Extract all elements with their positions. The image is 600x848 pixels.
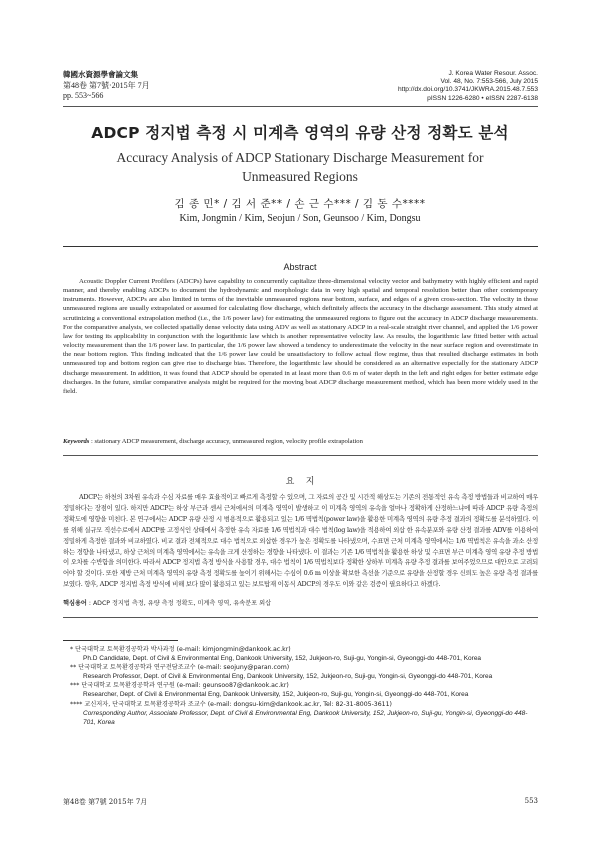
footnote-rule (63, 640, 178, 641)
title-english (80, 148, 520, 186)
footnote-4-en: Corresponding Author, Associate Professor, Dept. of Civil & Environmental Eng, Dankook University, 152, Jukjeon-ro, Suji-gu, Yongin-si, Gyeonggi-do 448-701, Korea (83, 709, 528, 726)
footnote-3 (70, 681, 540, 699)
yoji-body: ADCP는 하천의 3차원 유속과 수심 자료를 매우 효율적이고 빠르게 측정할 수 있으며, 그 자료의 공간 및 시간적 해상도는 기존의 전통적인 유속 측정 방법들과 비교하여 매우 정밀하다는 장점이 있다. 하지만 ADCP는 하상 부근과 센서 근처에서의 미계측 영역이 발생하고 이 미계측 영역의 유속을 얼마나 정확하게 산정하느냐에 따라 ADCP 유량 측정의 정확도에 영향을 미친다. 본 연구에서는 ADCP 유량 산정 시 범용적으로 활용되고 있는 1/6 멱법칙(power law)을 활용한 미계측 영역의 유량 추정 결과의 정확도를 분석하였다. 이를 위해 실규모 직선수로에서 ADCP를 고정식인 상태에서 측정한 유속 자료를 1/6 멱법칙과 대수 법칙(log law)을 적용하여 외삽 한 유속분포와 유량 산정 결과를 ADV를 이용하여 정밀하게 측정한 결과와 비교하였다. 비교 결과 전체적으로 대수 법칙으로 외삽한 경우가 높은 정확도를 나타냈으며, 수표면 근처 미계측 영역에서는 1/6 멱법칙은 유속을 과소 산정하는 경향을 나타냈고, 하상 근처의 미계측 영역에서는 유속을 크게 산정하는 경향을 나타냈다. 이 결과는 기존 1/6 멱법칙을 활용한 하상 및 수표면 부근 미계측 영역 유량 추정 방법이 오차를 수반함을 의미한다. 따라서 ADCP 정지법 측정 방식을 사용할 경우, 대수 법칙이 1/6 멱법칙보다 정확한 상하부 미계측 유량 추정 결과를 보여주었으므로 대안으로 고려되어야 할 것이다. 또한 제방 근처 미계측 영역의 유량 측정 정확도를 높이기 위해서는 수심이 0.6 m 이상을 확보한 측선을 기준으로 유량을 산정할 경우 신뢰도 높은 유량 측정 결과를 보였다. 향후, ADCP 정지법 측정 방식에 비해 보다 많이 활용되고 있는 보트탑재 이동식 ADCP의 경우도 이와 같은 검증이 필요하다고 하겠다. (63, 493, 538, 589)
authors-english: Kim, Jongmin / Kim, Seojun / Son, Geunsoo / Kim, Dongsu (179, 213, 421, 224)
keywords-ko (63, 599, 538, 608)
title-korean: ADCP 정지법 측정 시 미계측 영역의 유량 산정 정확도 분석 (91, 124, 509, 142)
keywords-ko-label: 핵심용어 (63, 600, 87, 607)
title-english-line-2: Unmeasured Regions (242, 169, 358, 184)
footnote-3-ko: *** 단국대학교 토목환경공학과 연구원 (e-mail: geunsoo87@dankook.ac.kr) (70, 682, 289, 690)
yoji-heading: 요 지 (285, 477, 315, 487)
footnote-1-en: Ph.D Candidate, Dept. of Civil & Environmental Eng, Dankook University, 152, Jukjeon-ro, Suji-gu, Yongin-si, Gyeonggi-do 448-701, Korea (83, 655, 482, 663)
doi-link[interactable]: http://dx.doi.org/10.3741/JKWRA.2015.48.7.553 (397, 86, 538, 94)
title-english-line-1: Accuracy Analysis of ADCP Stationary Discharge Measurement for (116, 150, 484, 165)
footnote-2-ko: ** 단국대학교 토목환경공학과 연구전담조교수 (e-mail: seojuny@paran.com) (70, 664, 290, 672)
keywords-label: Keywords (63, 438, 90, 445)
authors-korean: 김 종 민* / 김 서 준** / 손 근 수*** / 김 동 수**** (174, 198, 426, 210)
footnote-3-en: Researcher, Dept. of Civil & Environmental Eng, Dankook University, 152, Jukjeon-ro, Suji-gu, Yongin-si, Gyeonggi-do 448-701, Korea (83, 691, 469, 699)
yoji-bottom-rule (63, 617, 538, 618)
footnote-4-ko: **** 교신저자, 단국대학교 토목환경공학과 조교수 (e-mail: dongsu-kim@dankook.ac.kr, Tel: 82-31-8005-3611) (70, 700, 392, 708)
journal-header-left (63, 70, 150, 102)
keywords-ko-list: : ADCP 정지법 측정, 유량 측정 정확도, 미계측 영역, 유속분포 외삽 (88, 600, 272, 607)
journal-header-right (398, 70, 538, 103)
footer-volume: 第48卷 第7號 2015年 7月 (63, 798, 148, 806)
journal-name-en: J. Korea Water Resour. Assoc. (448, 70, 538, 77)
footnote-2 (70, 663, 540, 681)
volume-ko: 第48卷 第7號·2015年 7月 (63, 80, 150, 90)
page-range: pp. 553~566 (63, 91, 104, 100)
footnote-1-ko: * 단국대학교 토목환경공학과 박사과정 (e-mail: kimjongmin@dankook.ac.kr) (70, 646, 291, 653)
footnotes (70, 645, 540, 727)
footnote-1 (70, 645, 540, 663)
abstract-top-rule (63, 246, 538, 247)
abstract-body: Acoustic Doppler Current Profilers (ADCPs) have capability to concurrently capitalize three-dimensional velocity vector and bathymetry with highly efficient and rapid manner, and thereby enabling ADCPs to document the hydrodynamic and morphologic data in very high spatial and temporal resolution better than other contemporary instruments. However, ADCPs are also limited in terms of the inevitable unmeasured regions near bottom, surface, and edges of a given cross-section. The velocity in those unmeasured regions are usually extrapolated or assumed for calculating flow discharge, which definitely affects the accuracy in the discharge assessment. This study aimed at scrutinizing a conventional extrapolation method (i.e., the 1/6 power law) for estimating the unmeasured regions to figure out the accuracy in ADCP discharge measurements. For the comparative analysis, we collected spatially dense velocity data using ADV as well as stationary ADCP in a real-scale straight river channel, and applied the 1/6 power law for testing its applicability in conjunction with the logarithmic law which is another representative velocity law. As results, the logarithmic law fitted better with actual velocity measurement than the 1/6 power law. In particular, the 1/6 power law showed a tendency to underestimate the velocity in the near surface region and overestimate in the near bottom region. This finding indicated that the 1/6 power law could be unsatisfactory to follow actual flow regime, thus that resulted discharge estimates in both unmeasured top and bottom region can give rise to discharge bias. Therefore, the logarithmic law should be considered as an alternative especially for the stationary ADCP discharge measurement. In addition, it was found that ADCP should be operated in at least more than 0.6 m of water depth in the left and right edges for better estimate edge discharges. In the future, similar comparative analysis might be required for the moving boat ADCP discharge measurement method, which has been more widely used in the field. (63, 278, 538, 395)
volume-en: Vol. 48, No. 7:553-566, July 2015 (440, 78, 538, 86)
abstract-bottom-rule (63, 455, 538, 456)
keywords-list: : stationary ADCP measurement, discharge accuracy, unmeasured region, velocity profile extrapolation (91, 438, 363, 445)
issn: pISSN 1226-6280 • eISSN 2287-6138 (427, 94, 538, 102)
header-rule (63, 106, 538, 107)
keywords-en (63, 437, 538, 446)
footnote-2-en: Research Professor, Dept. of Civil & Environmental Eng, Dankook University, 152, Jukjeon-ro, Suji-gu, Yongin-si, Gyeonggi-do 448-701, Korea (83, 673, 493, 681)
abstract-heading: Abstract (283, 262, 317, 272)
journal-name-ko: 韓國水資源學會論文集 (63, 70, 138, 79)
footnote-4 (70, 700, 540, 727)
page-number: 553 (524, 797, 538, 805)
